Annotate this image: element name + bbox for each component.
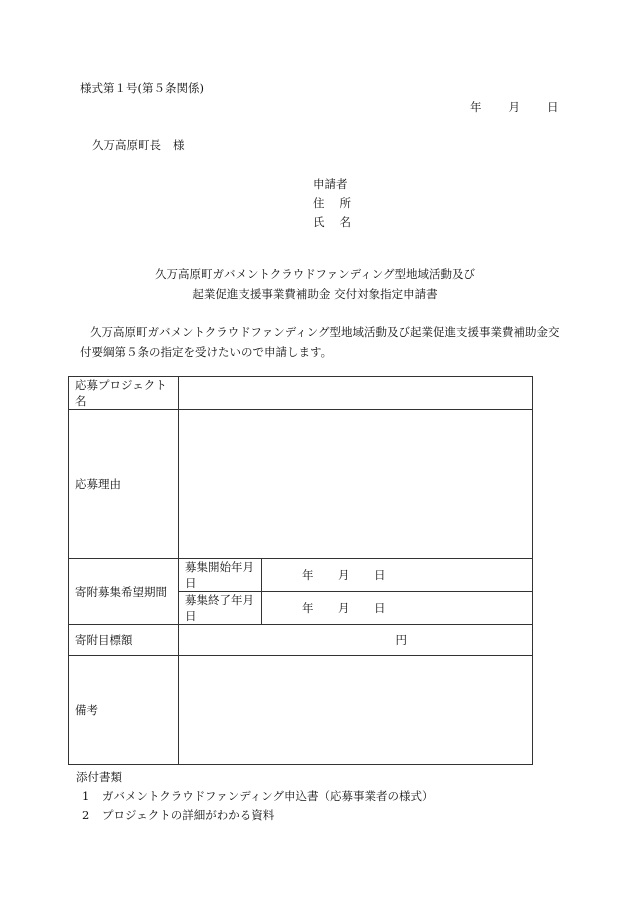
attachments-title: 添付書類 [76,770,122,784]
attachment-item [82,788,434,804]
name-char-2: 名 [339,215,351,229]
date-line [470,99,559,115]
period-label: 寄附募集希望期間 [69,559,179,625]
start-date-label: 募集開始年月日 [179,559,262,592]
end-month: 月 [338,601,350,615]
application-table [68,376,533,765]
reason-label: 応募理由 [69,410,179,559]
date-day: 日 [547,100,559,114]
address-char-1: 住 [313,196,325,210]
row-reason [69,410,533,559]
target-amount-field[interactable] [179,625,533,656]
end-date-label: 募集終了年月日 [179,592,262,625]
address-char-2: 所 [339,196,351,210]
end-date-field[interactable] [262,592,533,625]
date-month: 月 [508,100,520,114]
attachment-text: プロジェクトの詳細がわかる資料 [102,808,275,822]
yen-unit: 円 [395,633,407,647]
name-char-1: 氏 [313,215,325,229]
document-title-line2: 起業促進支援事業費補助金 交付対象指定申請書 [192,287,438,301]
applicant-address [313,195,351,211]
body-text-content: 久万高原町ガバメントクラウドファンディング型地域活動及び起業促進支援事業費補助金交付要綱第５条の指定を受けたいので申請します。 [80,325,560,359]
reason-field[interactable] [179,410,533,559]
start-day: 日 [374,568,386,582]
row-target-amount [69,625,533,656]
addressee [92,137,185,153]
applicant-title: 申請者 [313,177,348,191]
attachment-item [82,807,274,823]
row-period-start [69,559,533,592]
row-project-name [69,377,533,410]
row-notes [69,656,533,765]
notes-field[interactable] [179,656,533,765]
target-amount-label: 寄附目標額 [69,625,179,656]
start-month: 月 [338,568,350,582]
addressee-name: 久万高原町長 [92,138,161,152]
honorific: 様 [173,138,185,152]
attachment-text: ガバメントクラウドファンディング申込書（応募事業者の様式） [102,789,434,803]
start-year: 年 [302,568,314,582]
start-date-field[interactable] [262,559,533,592]
project-name-field[interactable] [179,377,533,410]
document-title-line1: 久万高原町ガバメントクラウドファンディング型地域活動及び [154,267,476,281]
end-day: 日 [374,601,386,615]
attachment-number: 1 [82,789,90,803]
applicant-name [313,214,351,230]
notes-label: 備考 [69,656,179,765]
end-year: 年 [302,601,314,615]
body-text [80,322,560,362]
date-year: 年 [470,100,482,114]
project-name-label: 応募プロジェクト名 [69,377,179,410]
form-number: 様式第１号(第５条関係) [80,81,204,95]
attachment-number: 2 [82,808,90,822]
